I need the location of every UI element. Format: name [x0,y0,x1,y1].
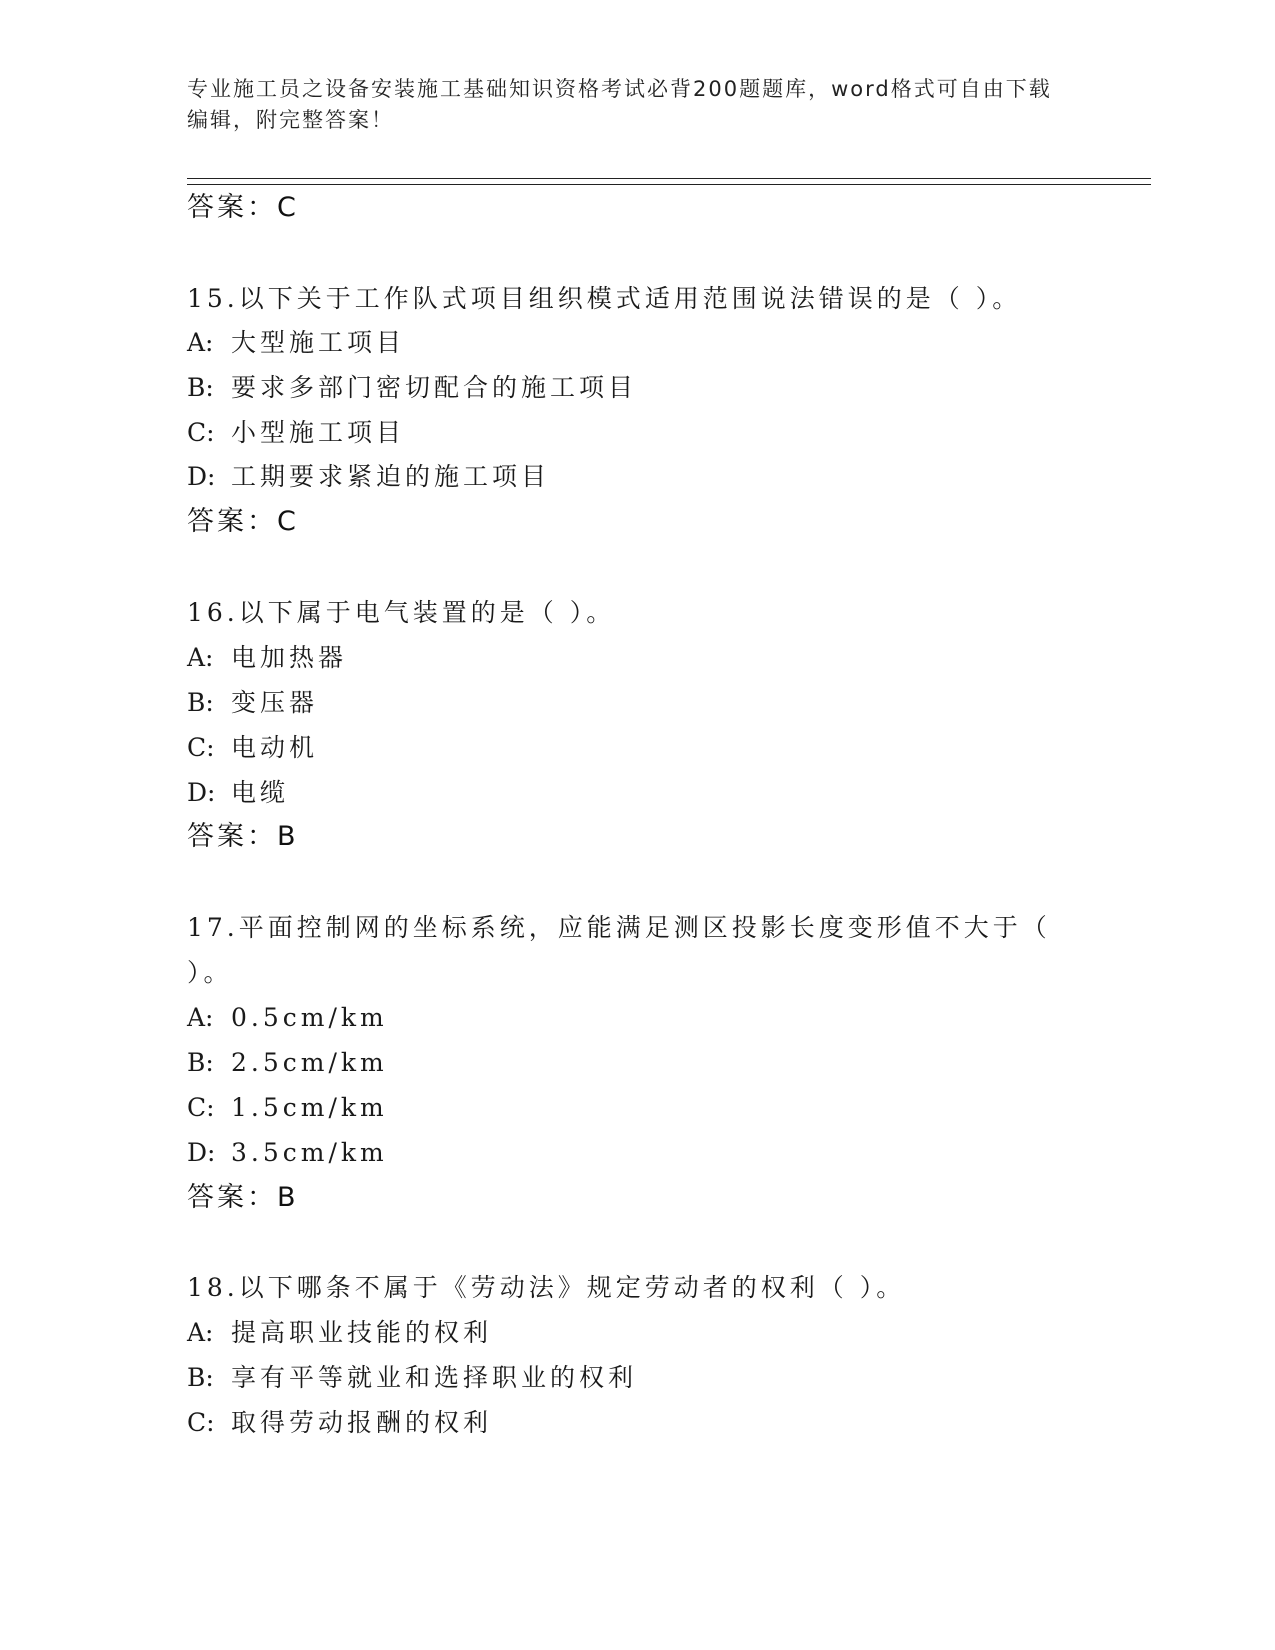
option-text: 提高职业技能的权利 [231,1318,493,1347]
question-15-stem: 15.以下关于工作队式项目组织模式适用范围说法错误的是（ ）。 [187,284,1022,313]
question-17-option-c [187,1092,388,1124]
question-15-option-d [187,461,550,493]
question-15-option-b [187,372,637,404]
option-text: 大型施工项目 [231,328,406,357]
option-key: C: [187,733,215,762]
question-16-option-b [187,687,318,719]
header-rule-top [187,178,1151,179]
question-16-stem: 16.以下属于电气装置的是（ ）。 [187,598,616,627]
question-15-option-a [187,327,405,359]
question-17-stem: 17.平面控制网的坐标系统，应能满足测区投影长度变形值不大于（ [187,913,1051,942]
option-key: B: [187,1048,214,1077]
header-rule-bottom [187,184,1151,185]
option-text: 要求多部门密切配合的施工项目 [231,373,638,402]
question-15-answer: 答案：C [187,506,299,537]
answer-prev: 答案：C [187,192,299,223]
option-key: A: [187,1003,214,1032]
option-text: 电加热器 [231,643,348,672]
option-key: C: [187,1093,215,1122]
option-text: 电缆 [231,778,290,807]
question-17-stem-cont: ）。 [187,958,233,987]
option-key: C: [187,1408,215,1437]
option-key: A: [187,1318,214,1347]
option-key: B: [187,373,214,402]
option-text: 工期要求紧迫的施工项目 [231,462,551,491]
option-key: D: [187,778,216,807]
option-text: 取得劳动报酬的权利 [231,1408,493,1437]
option-text: 3.5cm/km [231,1138,388,1167]
question-18-option-c [187,1407,492,1439]
page-header: 专业施工员之设备安装施工基础知识资格考试必背200题题库，word格式可自由下载编辑，附完整答案！ [187,77,1052,132]
question-16-option-a [187,642,347,674]
question-17-answer: 答案：B [187,1182,299,1213]
question-15-option-c [187,417,405,449]
option-text: 1.5cm/km [231,1093,388,1122]
option-key: A: [187,643,214,672]
option-text: 变压器 [231,688,319,717]
option-key: B: [187,1363,214,1392]
question-18-option-a [187,1317,492,1349]
question-18-option-b [187,1362,637,1394]
option-key: D: [187,462,216,491]
question-16-option-c [187,732,318,764]
question-17-option-b [187,1047,388,1079]
question-17-option-d [187,1137,388,1169]
question-16-answer: 答案：B [187,821,299,852]
question-16-option-d [187,777,289,809]
question-18-stem: 18.以下哪条不属于《劳动法》规定劳动者的权利（ ）。 [187,1273,906,1302]
option-key: C: [187,418,215,447]
option-key: D: [187,1138,216,1167]
option-key: A: [187,328,214,357]
option-text: 2.5cm/km [231,1048,388,1077]
question-17-option-a [187,1002,388,1034]
option-text: 0.5cm/km [231,1003,388,1032]
option-key: B: [187,688,214,717]
option-text: 小型施工项目 [231,418,406,447]
option-text: 电动机 [231,733,319,762]
option-text: 享有平等就业和选择职业的权利 [231,1363,638,1392]
